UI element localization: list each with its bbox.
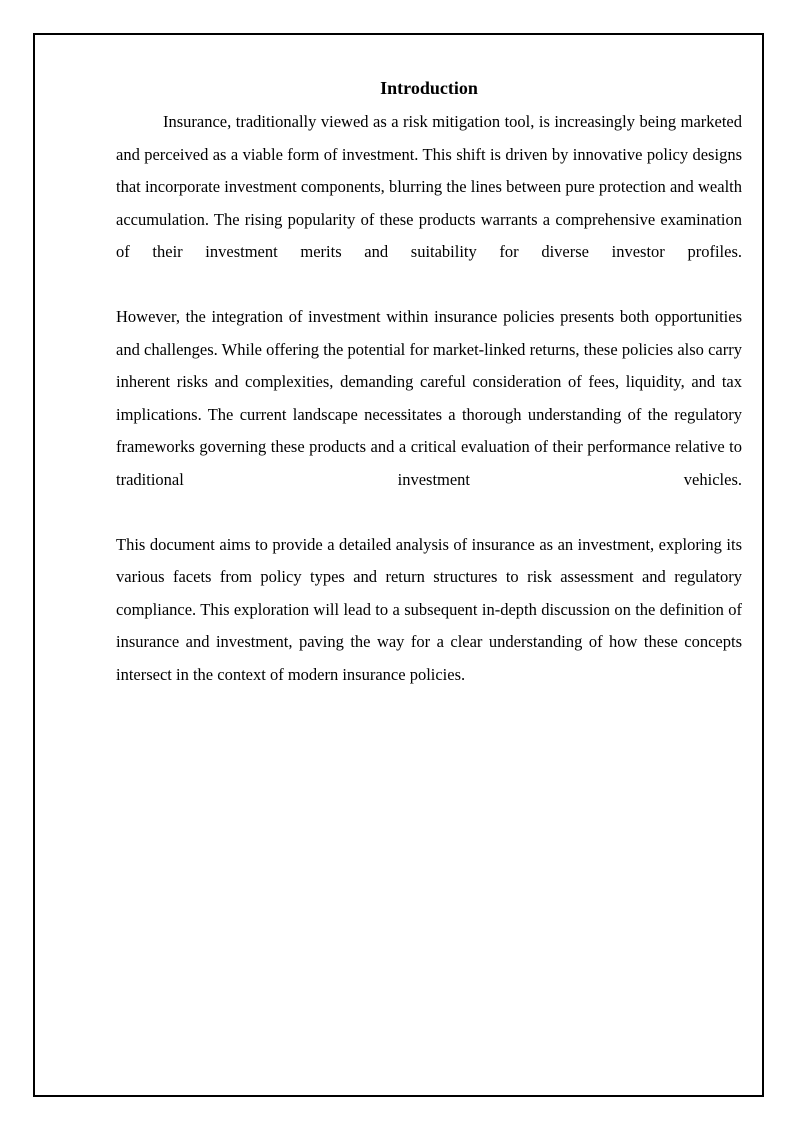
paragraph-gap (116, 269, 742, 302)
paragraph-3: This document aims to provide a detailed analysis of insurance as an investment, exploring its various facets from policy types and return structures to risk assessment and regulatory compliance. This exploration will lead to a subsequent in-depth discussion on the definition of insurance and investment, paving the way for a clear understanding of how these concepts intersect in the context of modern insurance policies. (116, 534, 742, 684)
paragraph-gap (116, 496, 742, 529)
document-body (116, 106, 742, 691)
paragraph-2: However, the integration of investment within insurance policies presents both opportunities and challenges. While offering the potential for market-linked returns, these policies also carry inherent risks and complexities, demanding careful consideration of fees, liquidity, and tax implications. The current landscape necessitates a thorough understanding of the regulatory frameworks governing these products and a critical evaluation of their performance relative to traditional investment vehicles. (116, 307, 742, 489)
document-title: Introduction (380, 78, 478, 98)
paragraph-1: Insurance, traditionally viewed as a risk mitigation tool, is increasingly being marketed and perceived as a viable form of investment. This shift is driven by innovative policy designs that incorporate investment components, blurring the lines between pure protection and wealth accumulation. The rising popularity of these products warrants a comprehensive examination of their investment merits and suitability for diverse investor profiles. (116, 112, 742, 261)
